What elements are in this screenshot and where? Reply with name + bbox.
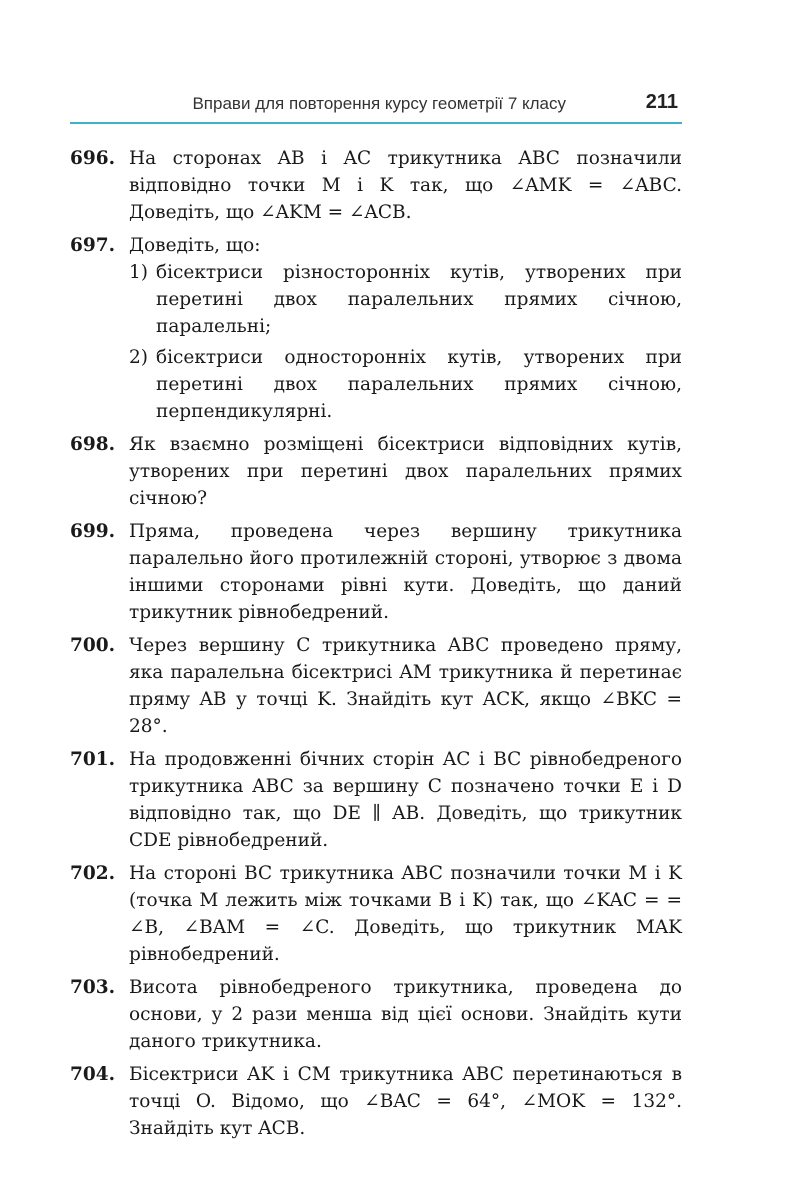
problem-list	[70, 145, 682, 1148]
problem-number: 703.	[70, 977, 116, 998]
problem-704	[70, 1061, 682, 1142]
problem-text: Висота рівнобедреного трикутника, проведена до основи, у 2 рази менша від цієї основи. Знайдіть кути даного трикутника.	[129, 977, 682, 1052]
problem-number: 702.	[70, 863, 116, 884]
problem-number: 699.	[70, 521, 116, 542]
problem-text: На продовженні бічних сторін AC і BC рівнобедреного трикутника ABC за вершину C позначено точки E і D відповідно так, що DE ∥ AB. Доведіть, що трикутник CDE рівнобедрений.	[129, 749, 682, 851]
problem-text: Пряма, проведена через вершину трикутника паралельно його протилежній стороні, утворює з двома іншими сторонами рівні кути. Доведіть, що даний трикутник рівнобедрений.	[129, 521, 682, 623]
problem-text: Як взаємно розміщені бісектриси відповідних кутів, утворених при перетині двох паралельних прямих січною?	[129, 434, 682, 509]
problem-703	[70, 974, 682, 1055]
problem-text: Доведіть, що:	[129, 235, 261, 256]
page-number: 211	[645, 91, 678, 113]
problem-number: 701.	[70, 749, 116, 770]
sub-item-label: 2)	[129, 347, 148, 368]
problem-698	[70, 431, 682, 512]
problem-number: 697.	[70, 235, 116, 256]
sub-item-text: бісектриси різносторонніх кутів, утворених при перетині двох паралельних прямих січною, паралельні;	[156, 262, 682, 337]
problem-701	[70, 746, 682, 854]
sub-item	[129, 259, 682, 340]
page-header	[70, 88, 682, 124]
problem-text: Бісектриси AK і CM трикутника ABC перетинаються в точці O. Відомо, що ∠BAC = 64°, ∠MOK = 132°. Знайдіть кут ACB.	[129, 1064, 682, 1139]
running-title: Вправи для повторення курсу геометрії 7 класу	[192, 94, 566, 113]
problem-number: 700.	[70, 635, 116, 656]
problem-text: На сторонах AB і AC трикутника ABC позначили відповідно точки M і K так, що ∠AMK = ∠ABC. Доведіть, що ∠AKM = ∠ACB.	[129, 148, 682, 223]
problem-702	[70, 860, 682, 968]
problem-696	[70, 145, 682, 226]
sub-item-text: бісектриси односторонніх кутів, утворених при перетині двох паралельних прямих січною, перпендикулярні.	[156, 347, 682, 422]
problem-699	[70, 518, 682, 626]
sub-item	[129, 344, 682, 425]
problem-text: Через вершину C трикутника ABC проведено пряму, яка паралельна бісектрисі AM трикутника й перетинає пряму AB у точці K. Знайдіть кут ACK, якщо ∠BKC = 28°.	[129, 635, 682, 737]
problem-text: На стороні BC трикутника ABC позначили точки M і K (точка M лежить між точками B і K) так, що ∠KAC = = ∠B, ∠BAM = ∠C. Доведіть, що трикутник MAK рівнобедрений.	[129, 863, 682, 965]
problem-number: 696.	[70, 148, 116, 169]
problem-number: 698.	[70, 434, 116, 455]
problem-number: 704.	[70, 1064, 116, 1085]
sub-item-label: 1)	[129, 262, 148, 283]
problem-700	[70, 632, 682, 740]
problem-697	[70, 232, 682, 425]
